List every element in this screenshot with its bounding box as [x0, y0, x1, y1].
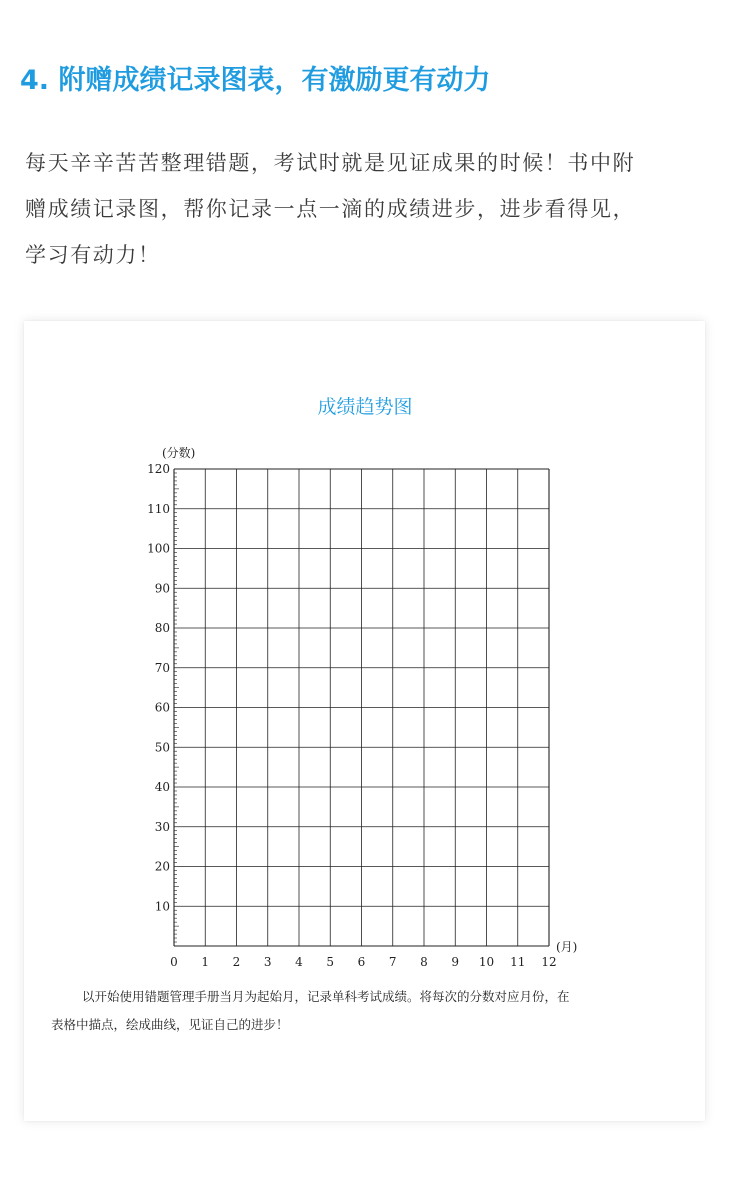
- x-tick-label: 10: [478, 955, 495, 969]
- y-tick-label: 90: [154, 581, 170, 596]
- x-tick-label: 11: [510, 955, 526, 969]
- x-tick-labels: [170, 955, 556, 969]
- y-tick-labels: [147, 462, 170, 913]
- y-tick-label: 60: [154, 700, 170, 715]
- caption-line: 以开始使用错题管理手册当月为起始月，记录单科考试成绩。将每次的分数对应月份，在: [82, 989, 570, 1004]
- y-tick-label: 40: [154, 780, 170, 794]
- x-tick-label: 4: [295, 955, 303, 969]
- x-tick-label: 3: [263, 955, 272, 969]
- x-tick-label: 12: [541, 955, 557, 969]
- y-axis-label: (分数): [162, 446, 196, 460]
- x-tick-label: 5: [326, 955, 335, 969]
- chart-title: 成绩趋势图: [317, 396, 413, 418]
- y-tick-label: 30: [154, 819, 170, 834]
- y-tick-label: 100: [147, 541, 170, 556]
- chart-grid: [174, 469, 549, 946]
- y-tick-label: 70: [154, 660, 170, 675]
- intro-line: 每天辛辛苦苦整理错题，考试时就是见证成果的时候！书中附: [25, 151, 636, 175]
- chart-caption: [24, 983, 705, 1039]
- x-tick-label: 9: [451, 955, 460, 969]
- x-tick-label: 0: [170, 955, 178, 969]
- section-heading: 4. 附赠成绩记录图表，有激励更有动力: [20, 65, 491, 96]
- x-tick-label: 1: [201, 955, 210, 969]
- y-tick-label: 50: [154, 740, 170, 755]
- y-tick-label: 20: [154, 859, 170, 874]
- x-tick-label: 6: [357, 955, 366, 969]
- score-trend-chart: [24, 321, 705, 971]
- intro-line: 赠成绩记录图，帮你记录一点一滴的成绩进步，进步看得见，: [25, 197, 636, 221]
- y-tick-label: 10: [154, 899, 170, 914]
- x-axis-label: (月): [556, 940, 578, 954]
- score-chart-card: [24, 321, 705, 1121]
- intro-text: [25, 140, 715, 278]
- intro-line: 学习有动力！: [25, 243, 161, 267]
- x-tick-label: 2: [232, 955, 241, 969]
- y-tick-label: 110: [147, 501, 170, 516]
- caption-line: 表格中描点，绘成曲线，见证自己的进步！: [51, 1017, 289, 1032]
- y-tick-label: 80: [154, 621, 170, 635]
- y-tick-label: 120: [147, 462, 170, 476]
- x-tick-label: 7: [388, 955, 397, 969]
- x-tick-label: 8: [420, 955, 428, 969]
